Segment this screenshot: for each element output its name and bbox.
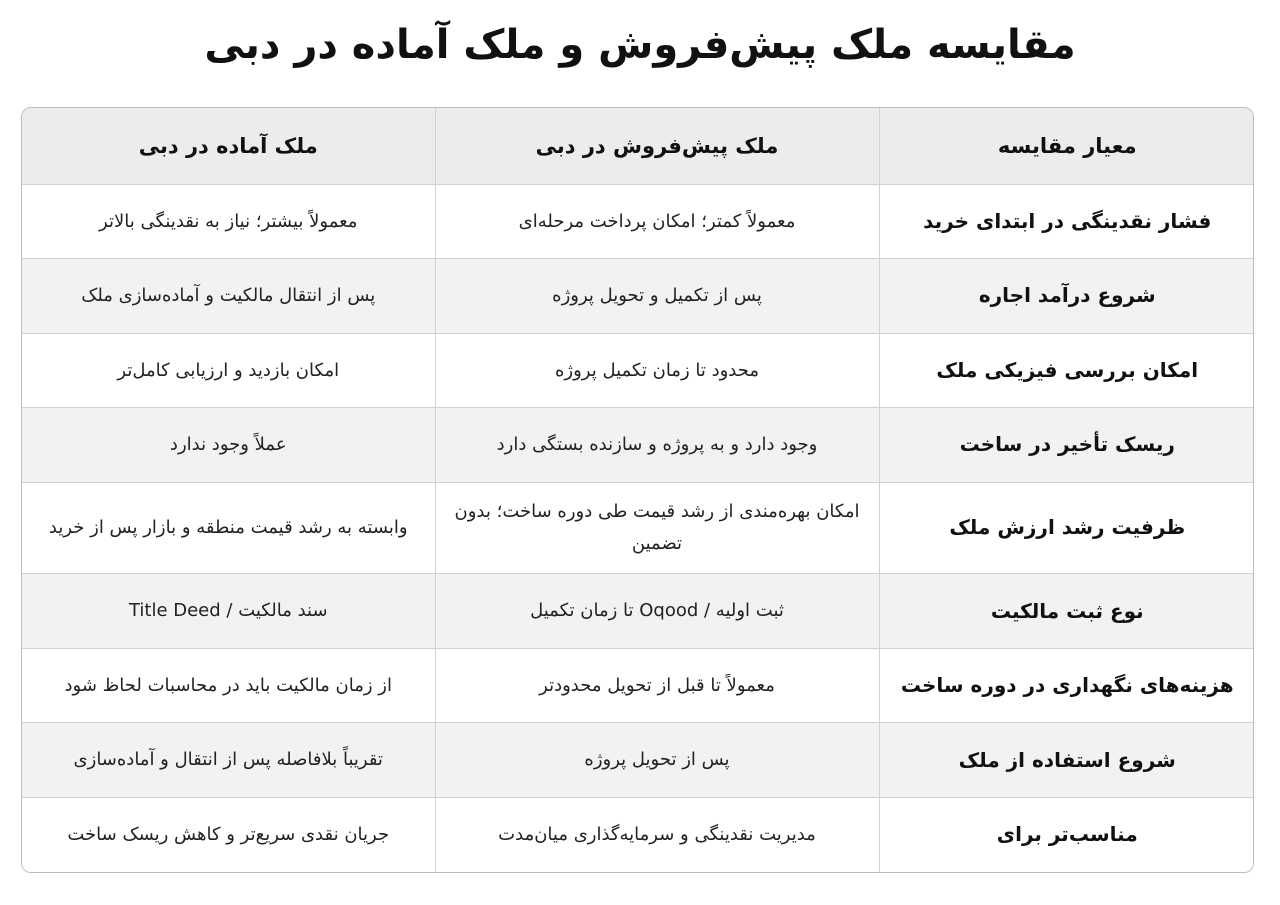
page-title: مقایسه ملک پیش‌فروش و ملک آماده در دبی bbox=[204, 22, 1076, 68]
criteria-cell: ظرفیت رشد ارزش ملک bbox=[879, 482, 1254, 574]
header-criteria: معیار مقایسه bbox=[879, 108, 1254, 184]
offplan-cell: معمولاً کمتر؛ امکان پرداخت مرحله‌ای bbox=[435, 184, 879, 259]
comparison-table-container bbox=[21, 107, 1254, 873]
header-ready: ملک آماده در دبی bbox=[22, 108, 435, 184]
ready-cell: وابسته به رشد قیمت منطقه و بازار پس از خرید bbox=[22, 482, 435, 574]
criteria-cell: فشار نقدینگی در ابتدای خرید bbox=[879, 184, 1254, 259]
offplan-cell: پس از تکمیل و تحویل پروژه bbox=[435, 259, 879, 334]
table-row bbox=[22, 259, 1254, 334]
table-row bbox=[22, 574, 1254, 649]
criteria-cell: هزینه‌های نگهداری در دوره ساخت bbox=[879, 648, 1254, 723]
criteria-cell: شروع استفاده از ملک bbox=[879, 723, 1254, 798]
header-offplan: ملک پیش‌فروش در دبی bbox=[435, 108, 879, 184]
table-row bbox=[22, 648, 1254, 723]
ready-cell: از زمان مالکیت باید در محاسبات لحاظ شود bbox=[22, 648, 435, 723]
ready-cell: پس از انتقال مالکیت و آماده‌سازی ملک bbox=[22, 259, 435, 334]
criteria-cell: نوع ثبت مالکیت bbox=[879, 574, 1254, 649]
table-row bbox=[22, 723, 1254, 798]
offplan-cell: امکان بهره‌مندی از رشد قیمت طی دوره ساخت؛ بدون تضمین bbox=[435, 482, 879, 574]
table-row bbox=[22, 333, 1254, 408]
table-row bbox=[22, 408, 1254, 483]
table-row bbox=[22, 482, 1254, 574]
ready-cell: تقریباً بلافاصله پس از انتقال و آماده‌سازی bbox=[22, 723, 435, 798]
criteria-cell: ریسک تأخیر در ساخت bbox=[879, 408, 1254, 483]
ready-cell: جریان نقدی سریع‌تر و کاهش ریسک ساخت bbox=[22, 797, 435, 872]
ready-cell: عملاً وجود ندارد bbox=[22, 408, 435, 483]
table-row bbox=[22, 797, 1254, 872]
offplan-cell: معمولاً تا قبل از تحویل محدودتر bbox=[435, 648, 879, 723]
offplan-cell: پس از تحویل پروژه bbox=[435, 723, 879, 798]
criteria-cell: امکان بررسی فیزیکی ملک bbox=[879, 333, 1254, 408]
comparison-table bbox=[22, 108, 1254, 872]
ready-cell: معمولاً بیشتر؛ نیاز به نقدینگی بالاتر bbox=[22, 184, 435, 259]
offplan-cell: ثبت اولیه / Oqood تا زمان تکمیل bbox=[435, 574, 879, 649]
ready-cell: امکان بازدید و ارزیابی کامل‌تر bbox=[22, 333, 435, 408]
offplan-cell: محدود تا زمان تکمیل پروژه bbox=[435, 333, 879, 408]
criteria-cell: شروع درآمد اجاره bbox=[879, 259, 1254, 334]
offplan-cell: مدیریت نقدینگی و سرمایه‌گذاری میان‌مدت bbox=[435, 797, 879, 872]
ready-cell: سند مالکیت / Title Deed bbox=[22, 574, 435, 649]
criteria-cell: مناسب‌تر برای bbox=[879, 797, 1254, 872]
offplan-cell: وجود دارد و به پروژه و سازنده بستگی دارد bbox=[435, 408, 879, 483]
table-row bbox=[22, 184, 1254, 259]
table-header-row bbox=[22, 108, 1254, 184]
